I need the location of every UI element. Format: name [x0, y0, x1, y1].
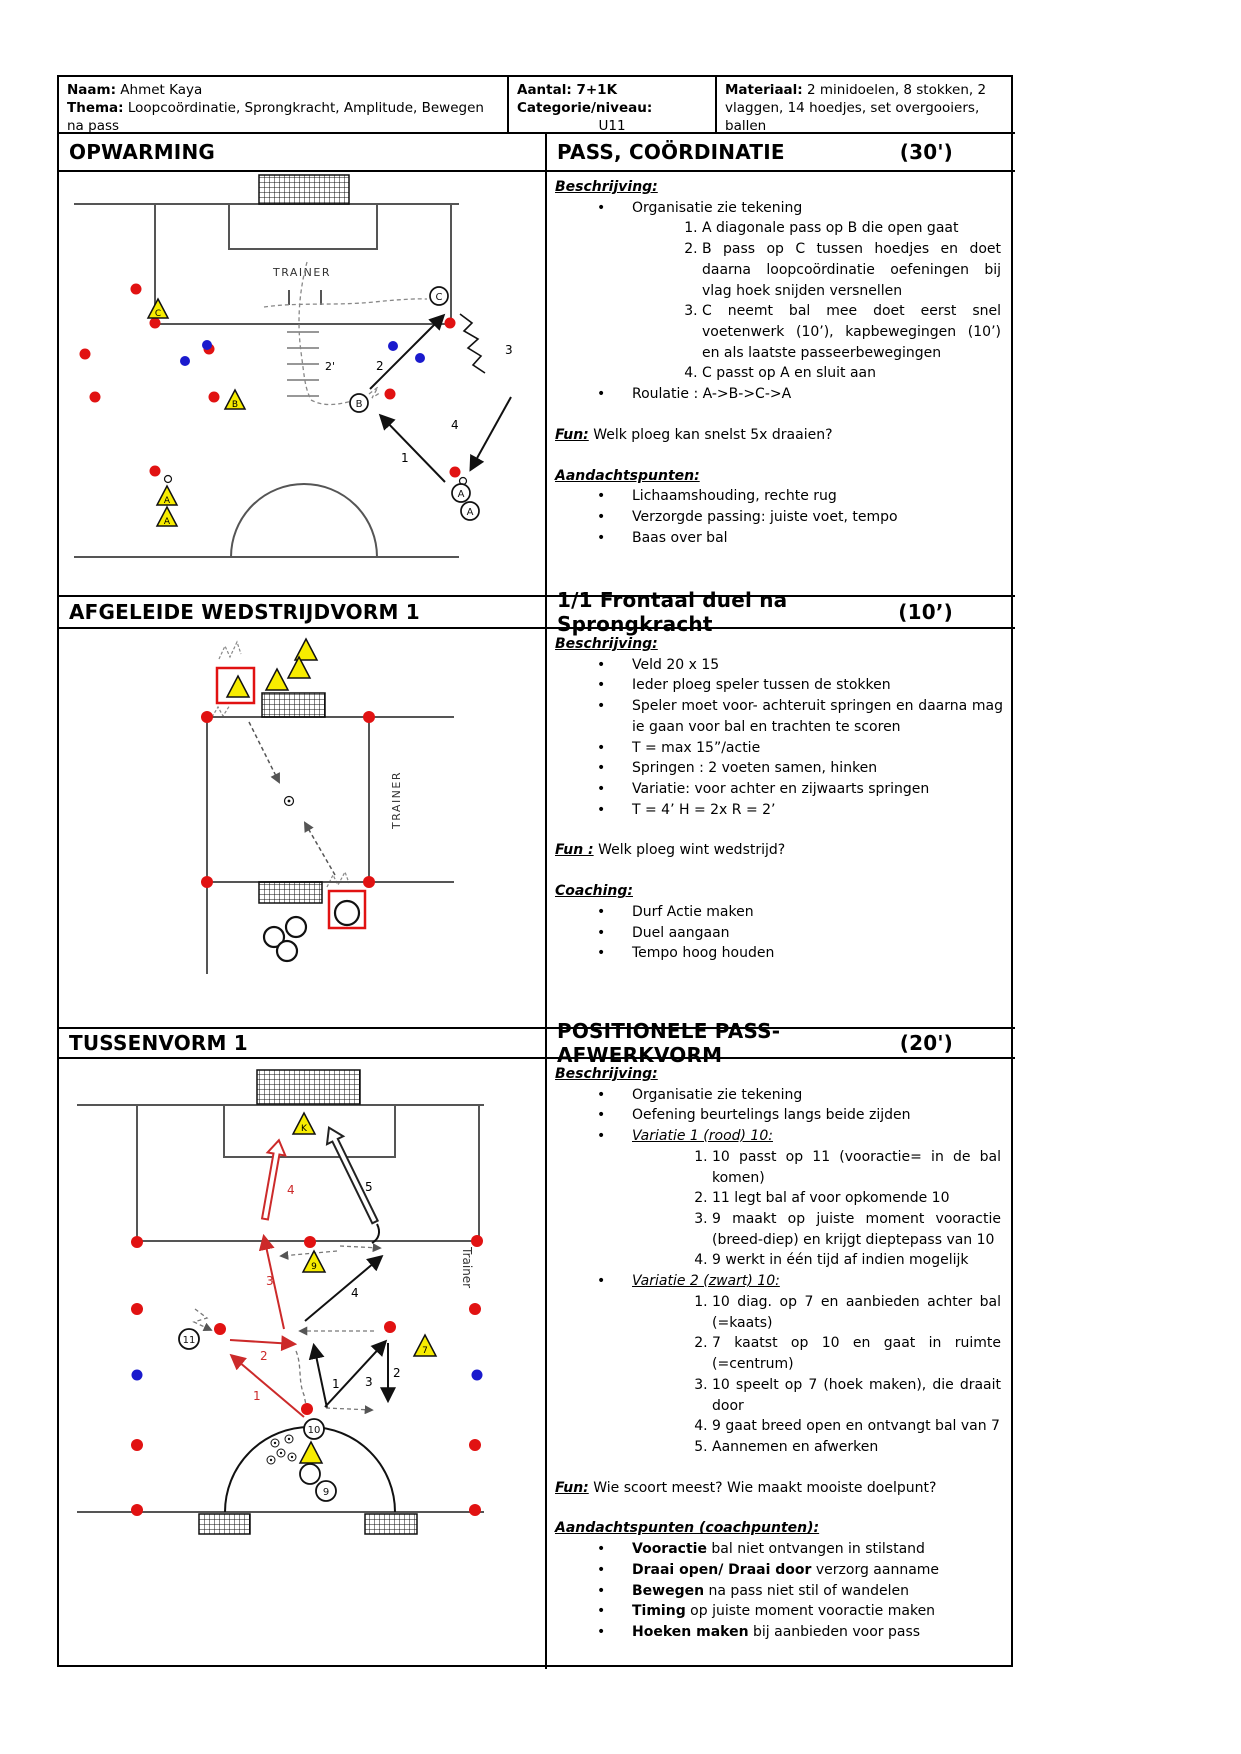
red-arrow3-label: 3 [266, 1274, 274, 1288]
coach-point-text: na pass niet stil of wandelen [704, 1582, 909, 1599]
trainer-label: TRAINER [390, 770, 403, 829]
field-lines [207, 717, 454, 974]
player-circle [335, 901, 359, 925]
section2-duration: (10’) [898, 600, 953, 624]
bullet-item: • Springen : 2 voeten samen, hinken [555, 758, 1003, 779]
bullet-item: • Veld 20 x 15 [555, 655, 1003, 676]
materiaal-value: 2 minidoelen, 8 stokken, 2 vlaggen, 14 hoedjes, set overgooiers, ballen [725, 82, 987, 135]
positionele-pass-title: POSITIONELE PASS- AFWERKVORM [557, 1019, 781, 1067]
player-labels [356, 292, 474, 518]
coach-point-keyword: Bewegen [632, 1582, 705, 1599]
flag-a-label: A [163, 517, 171, 527]
coach-point [555, 1601, 1003, 1622]
ladder-icon [287, 332, 319, 396]
bullet-item: • Organisatie zie tekening [555, 198, 1003, 219]
black-arrow2-label: 2 [393, 1366, 401, 1380]
afgeleide-title: AFGELEIDE WEDSTRIJDVORM 1 [69, 600, 420, 624]
section1-diagram-cell [59, 172, 545, 595]
naam-value: Ahmet Kaya [115, 82, 203, 98]
flag-c-label: C [154, 309, 162, 319]
coach-point-keyword: Vooractie [632, 1541, 707, 1558]
black-shot-arrow [321, 1124, 383, 1226]
fun-line [555, 1478, 1003, 1499]
ladder-distance-label: 2' [325, 360, 336, 373]
step-item: 1. A diagonale pass op B die open gaat [702, 218, 1003, 239]
step-item: 3. 9 maakt op juiste moment vooractie (breed-diep) en krijgt dieptepass van 10 [712, 1209, 1003, 1250]
step-item: 3. C neemt bal mee doet eerst snel voetenwerk (10’), kapbewegingen (10’) en als laatste passeerbewegingen [702, 301, 1003, 363]
goal-net [259, 175, 349, 204]
keeper-label: K [301, 1124, 307, 1134]
trainer-label: TRAINER [272, 266, 332, 279]
triangle7-label: 7 [422, 1346, 428, 1356]
variatie2-steps [555, 1292, 1003, 1458]
beschrijving-label: Beschrijving: [555, 1066, 658, 1082]
flag-a-label: A [163, 496, 171, 506]
tussenvorm-diagram [59, 1059, 545, 1669]
fun-text: Welk ploeg wint wedstrijd? [593, 842, 786, 859]
cone-triangles [293, 1113, 436, 1463]
player-a-label: A [466, 507, 474, 518]
step-item: 5. Aannemen en afwerken [712, 1437, 1003, 1458]
section3-left-title [59, 1027, 545, 1059]
thema-value: Loopcoördinatie, Sprongkracht, Amplitude, Bewegen na pass [67, 100, 484, 135]
variatie1-label: Variatie 1 (rood) 10: [632, 1128, 773, 1145]
section1-text-cell [545, 172, 1015, 595]
mini-goal-bottom [259, 882, 322, 903]
fun-label: Fun: [555, 1479, 589, 1496]
categorie-label: Categorie/niveau: [517, 100, 653, 117]
player-circles [179, 1329, 336, 1501]
tussenvorm-title: TUSSENVORM 1 [69, 1031, 248, 1055]
categorie-value: U11 [598, 118, 626, 135]
step-item: 2. 7 kaatst op 10 en gaat in ruimte (=centrum) [712, 1333, 1003, 1374]
section3-duration: (20') [899, 1031, 953, 1055]
bullet-item: • Durf Actie maken [555, 902, 1003, 923]
step-item: 1. 10 passt op 11 (vooractie= in de bal komen) [712, 1147, 1003, 1188]
step-item: 3. 10 speelt op 7 (hoek maken), die draait door [712, 1375, 1003, 1416]
coach-point [555, 1560, 1003, 1581]
fun-line [555, 425, 1003, 446]
coach-point-text: verzorg aanname [811, 1561, 940, 1578]
red-cones [80, 284, 461, 478]
section1-right-title [545, 134, 1015, 172]
section3-right-title [545, 1019, 1015, 1067]
fun-text: Welk ploeg kan snelst 5x draaien? [588, 426, 833, 443]
frontaal-duel-title: 1/1 Frontaal duel na Sprongkracht [557, 588, 788, 636]
arrow4-label: 4 [451, 418, 459, 432]
bullet-item: • Tempo hoog houden [555, 943, 1003, 964]
pass-coordinatie-title: PASS, COÖRDINATIE [557, 140, 785, 164]
bullet-item: • Duel aangaan [555, 923, 1003, 944]
aandachtspunten-label: Aandachtspunten (coachpunten): [555, 1520, 820, 1537]
header-name-thema-cell [59, 77, 507, 134]
section3-diagram-cell [59, 1059, 545, 1669]
numbered-steps [555, 218, 1003, 384]
coach-point-text: bal niet ontvangen in stilstand [706, 1541, 925, 1558]
flag-b-label: B [231, 400, 239, 410]
variatie2-label-line [555, 1271, 1003, 1292]
flag-triangles [148, 299, 245, 527]
step-item: 2. B pass op C tussen hoedjes en doet daarna loopcoördinatie oefeningen bij vlag hoek snijden versnellen [702, 239, 1003, 301]
bullet-item: • Verzorgde passing: juiste voet, tempo [555, 507, 1003, 528]
fun-text: Wie scoort meest? Wie maakt mooiste doelpunt? [588, 1479, 937, 1496]
red-arrow1-label: 1 [253, 1389, 261, 1403]
section1-left-title [59, 134, 545, 172]
coach-point-keyword: Timing [632, 1603, 686, 1620]
blue-cones [132, 1370, 483, 1381]
variatie2-label: Variatie 2 (zwart) 10: [632, 1273, 780, 1290]
bullet-item: • Oefening beurtelings langs beide zijden [555, 1105, 1003, 1126]
section3-text-cell [545, 1059, 1015, 1669]
beschrijving-label: Beschrijving: [555, 179, 658, 195]
running-paths [264, 262, 427, 405]
player-circles [350, 287, 479, 520]
step-item: 4. 9 werkt in één tijd af indien mogelijk [712, 1250, 1003, 1271]
black-arrow3-label: 3 [365, 1375, 373, 1389]
pitch-lines [74, 204, 459, 557]
bullet-item: • Variatie: voor achter en zijwaarts springen [555, 779, 1003, 800]
black-pass-arrows [305, 1257, 388, 1408]
step-item: 2. 11 legt bal af voor opkomende 10 [712, 1188, 1003, 1209]
coach-point-text: op juiste moment vooractie maken [685, 1603, 936, 1620]
section2-right-title [545, 588, 1015, 636]
variatie1-steps [555, 1147, 1003, 1271]
goal-net [257, 1070, 360, 1104]
arrow1-label: 1 [401, 451, 409, 465]
coach-point [555, 1622, 1003, 1643]
coach-point-text: bij aanbieden voor pass [748, 1623, 921, 1640]
header-materiaal-cell [715, 77, 1015, 134]
thema-label: Thema: [67, 100, 124, 117]
red-arrow4-label: 4 [287, 1183, 295, 1197]
black-arrow1-label: 1 [332, 1377, 340, 1391]
fun-label: Fun : [555, 842, 594, 859]
player-10-label: 10 [307, 1425, 321, 1436]
fun-label: Fun: [555, 426, 589, 443]
arrow2-label: 2 [376, 359, 384, 373]
session-table [57, 75, 1013, 1667]
bullet-item: • Lichaamshouding, rechte rug [555, 486, 1003, 507]
step-item: 1. 10 diag. op 7 en aanbieden achter bal (=kaats) [712, 1292, 1003, 1333]
player-b-label: B [355, 399, 363, 410]
triangle9-label: 9 [311, 1262, 317, 1272]
section2-left-title [59, 595, 545, 629]
red-arrow2-label: 2 [260, 1349, 268, 1363]
player-c-label: C [435, 292, 443, 303]
coach-point-keyword: Hoeken maken [632, 1623, 749, 1640]
step-item: 4. C passt op A en sluit aan [702, 363, 1003, 384]
header-aantal-cell [507, 77, 715, 134]
step-item: 4. 9 gaat breed open en ontvangt bal van 7 [712, 1416, 1003, 1437]
coach-point [555, 1581, 1003, 1602]
bullet-item: • Baas over bal [555, 528, 1003, 549]
opwarming-diagram [59, 172, 545, 595]
mini-goal-top [262, 693, 325, 717]
bullet-item: • Speler moet voor- achteruit springen en daarna mag ie gaan voor bal en trachten te scoren [555, 696, 1003, 737]
red-pass-arrows [230, 1237, 304, 1417]
mini-goal-right [365, 1514, 417, 1534]
aandachtspunten-label: Aandachtspunten: [555, 467, 700, 484]
afgeleide-diagram [59, 629, 545, 1027]
fun-line [555, 840, 1003, 861]
arrow3-label: 3 [505, 343, 513, 357]
aantal-value: 7+1K [571, 82, 618, 98]
coach-point-keyword: Draai open/ Draai door [632, 1561, 812, 1578]
opwarming-title: OPWARMING [69, 140, 215, 164]
player-a-label: A [457, 489, 465, 500]
bullet-item: • T = 4’ H = 2x R = 2’ [555, 800, 1003, 821]
player-9-label: 9 [322, 1487, 330, 1498]
bullet-item: • Ieder ploeg speler tussen de stokken [555, 675, 1003, 696]
waiting-balls [264, 917, 306, 961]
section1-duration: (30') [899, 140, 953, 164]
bullet-item: • Roulatie : A->B->C->A [555, 384, 1003, 405]
beschrijving-label: Beschrijving: [555, 636, 658, 652]
section2-diagram-cell [59, 629, 545, 1027]
zigzag-run-3 [460, 314, 485, 373]
coaching-label: Coaching: [555, 883, 633, 900]
player-11-label: 11 [182, 1335, 196, 1346]
mini-goal-left [199, 1514, 250, 1534]
materiaal-label: Materiaal: [725, 82, 803, 98]
black-arrow4-label: 4 [351, 1286, 359, 1300]
ball-icons [165, 476, 467, 485]
ball-icon [285, 797, 294, 806]
variatie1-label-line [555, 1126, 1003, 1147]
coach-point [555, 1539, 1003, 1560]
naam-label: Naam: [67, 82, 116, 98]
trainer-label: Trainer [460, 1247, 474, 1289]
aantal-label: Aantal: [517, 82, 572, 98]
black-arrow5-label: 5 [365, 1180, 373, 1194]
red-shot-arrow [256, 1139, 288, 1221]
section2-text-cell [545, 629, 1015, 1027]
bullet-item: • Organisatie zie tekening [555, 1085, 1003, 1106]
bullet-item: • T = max 15”/actie [555, 738, 1003, 759]
